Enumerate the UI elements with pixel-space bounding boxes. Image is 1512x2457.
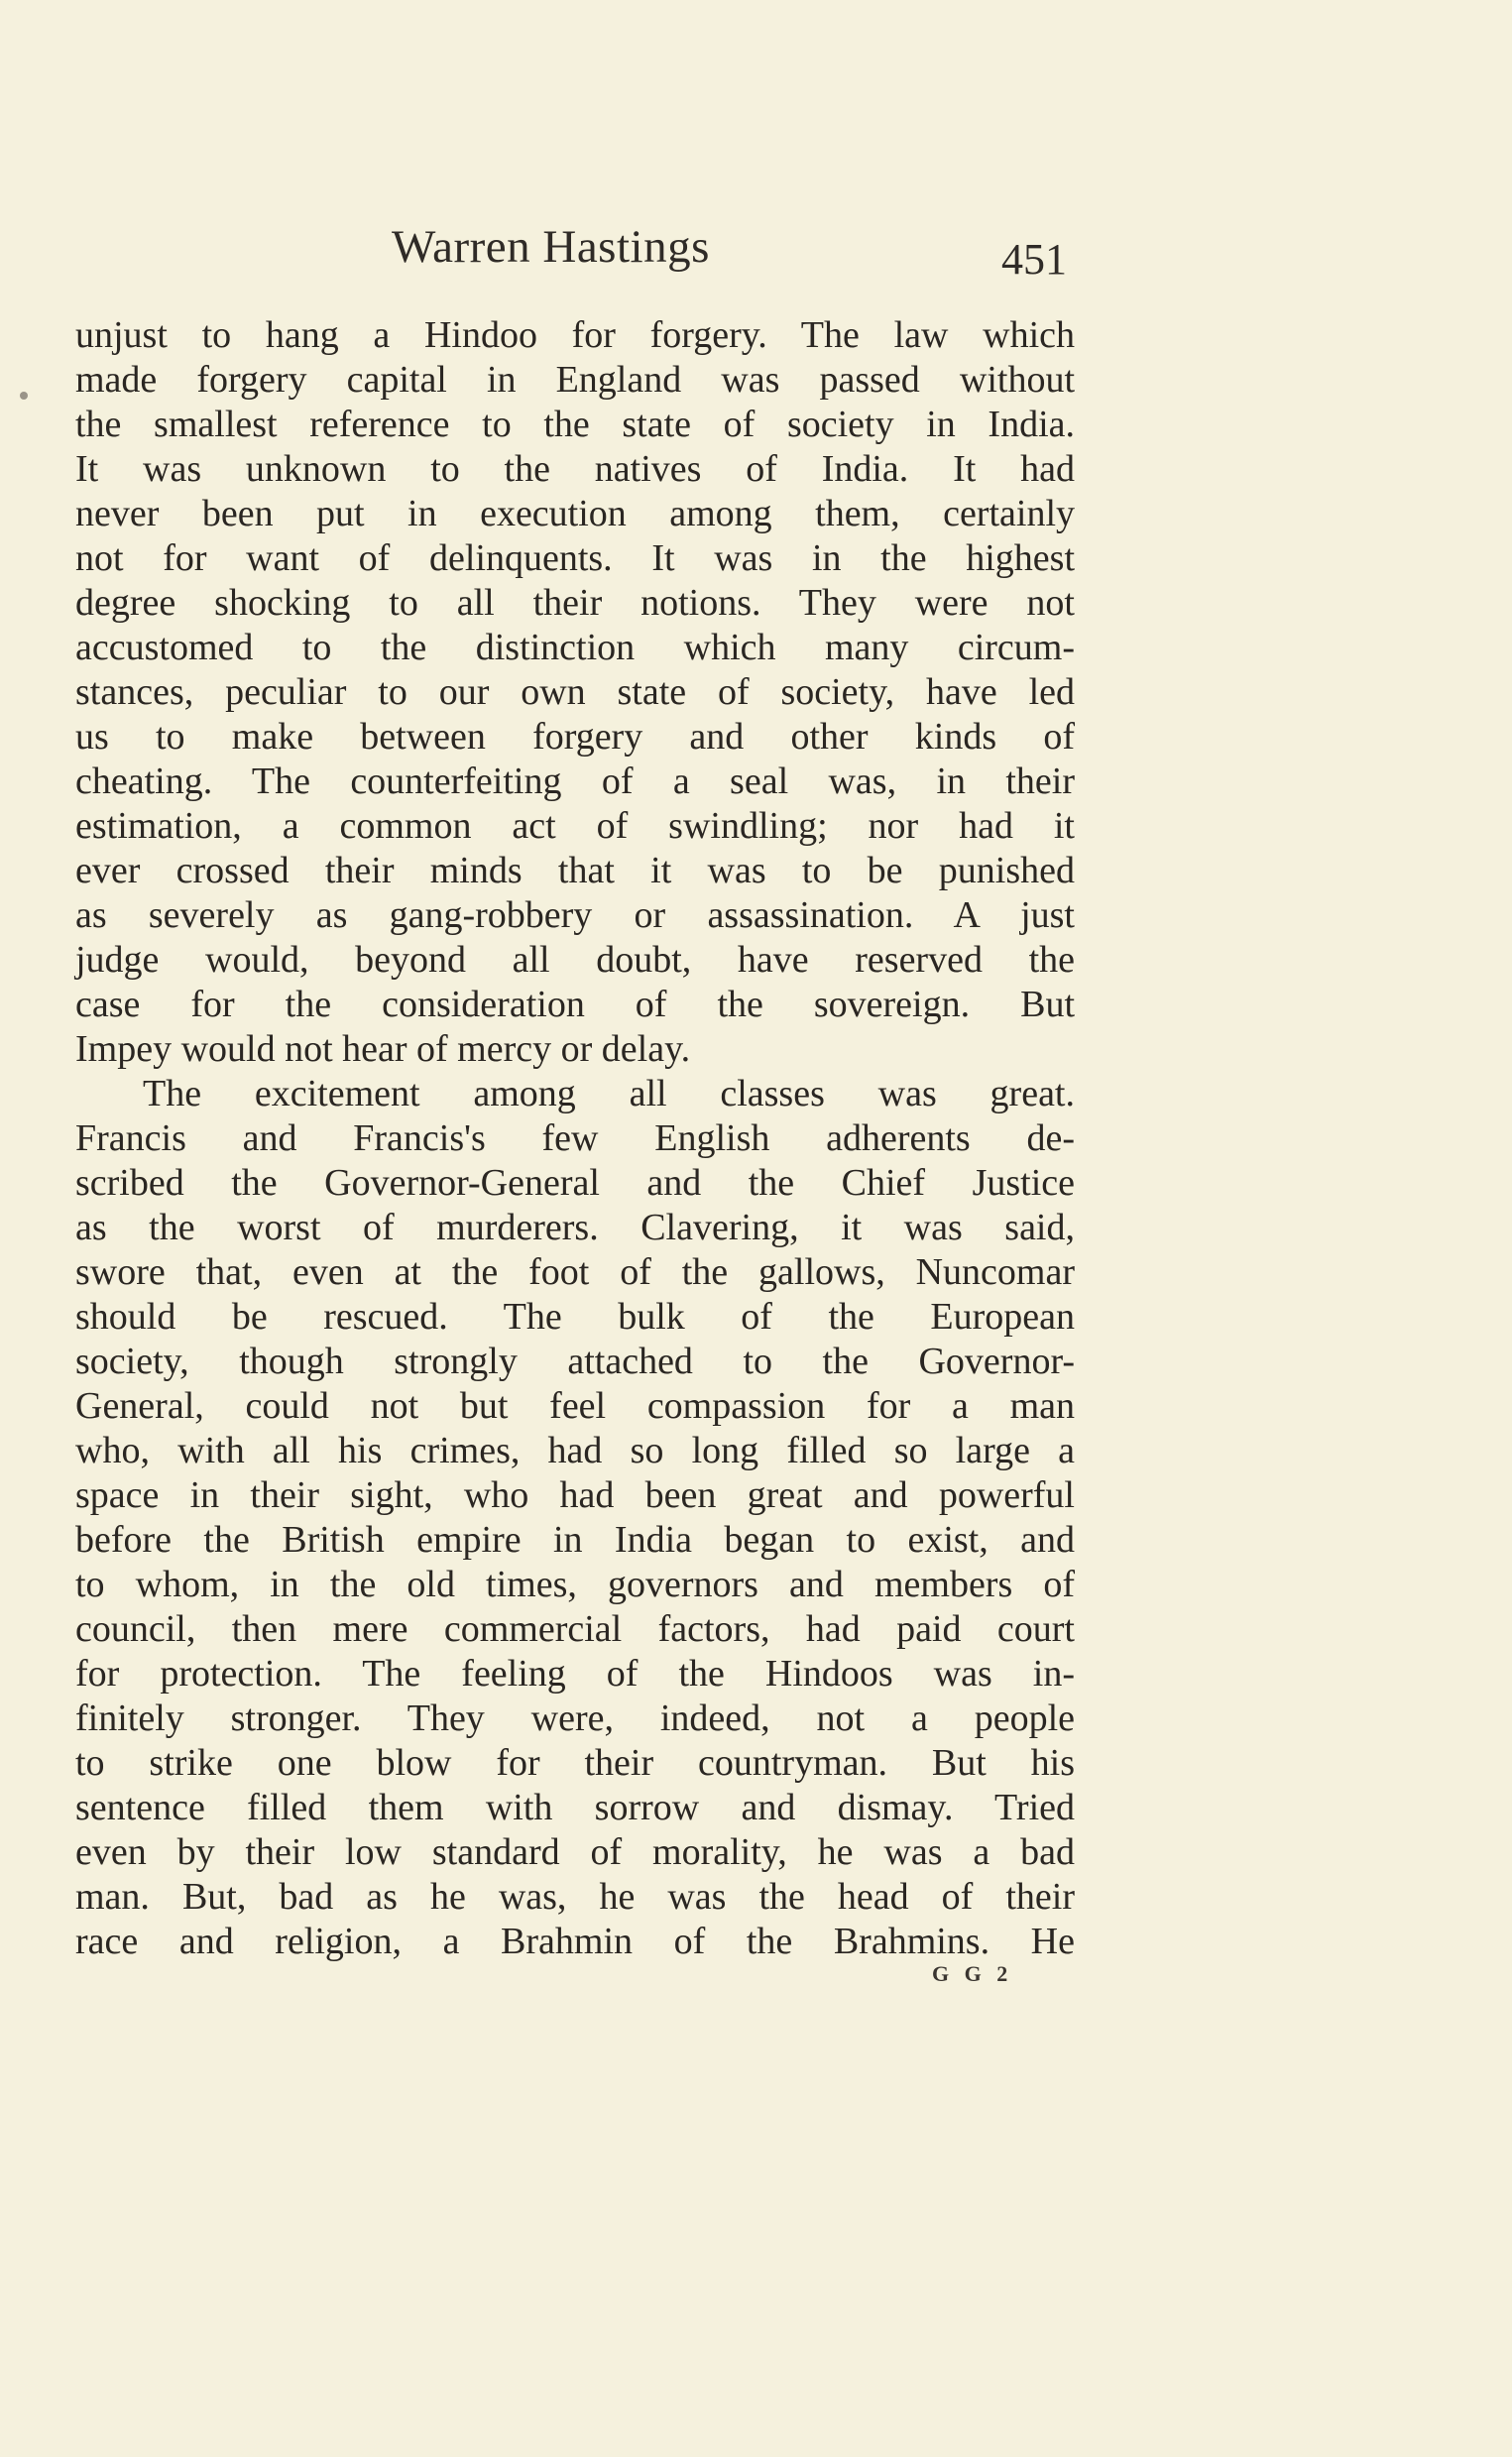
text-line: judge would, beyond all doubt, have reserved the	[75, 939, 1075, 981]
text-line: never been put in execution among them, certainly	[75, 493, 1075, 534]
text-line: society, though strongly attached to the Governor-	[75, 1341, 1075, 1382]
text-line: ever crossed their minds that it was to be punished	[75, 850, 1075, 891]
text-line: stances, peculiar to our own state of society, have led	[75, 671, 1075, 713]
text-line: who, with all his crimes, had so long filled so large a	[75, 1430, 1075, 1471]
text-line: made forgery capital in England was passed without	[75, 359, 1075, 401]
text-line: estimation, a common act of swindling; nor had it	[75, 805, 1075, 847]
body-text	[75, 313, 1075, 1964]
page-number: 451	[1001, 235, 1067, 284]
paragraph-end-line: Impey would not hear of mercy or delay.	[75, 1028, 691, 1070]
text-line: even by their low standard of morality, he was a bad	[75, 1831, 1075, 1873]
text-line: as severely as gang-robbery or assassination. A just	[75, 894, 1075, 936]
text-line: Francis and Francis's few English adherents de-	[75, 1117, 1075, 1159]
text-line: unjust to hang a Hindoo for forgery. The law which	[75, 314, 1075, 356]
text-line: finitely stronger. They were, indeed, not a people	[75, 1697, 1075, 1739]
text-line: race and religion, a Brahmin of the Brahmins. He	[75, 1921, 1075, 1962]
text-line: council, then mere commercial factors, had paid court	[75, 1608, 1075, 1650]
signature-mark: G G 2	[932, 1961, 1013, 1986]
text-line: to strike one blow for their countryman. But his	[75, 1742, 1075, 1784]
running-head: Warren Hastings	[392, 221, 710, 273]
text-line: accustomed to the distinction which many circum-	[75, 627, 1075, 668]
text-line: should be rescued. The bulk of the European	[75, 1296, 1075, 1338]
ink-speck	[20, 392, 28, 400]
text-line: to whom, in the old times, governors and members of	[75, 1564, 1075, 1605]
paragraph-start-line: The excitement among all classes was great.	[143, 1073, 1075, 1114]
text-line: space in their sight, who had been great and powerful	[75, 1474, 1075, 1516]
text-line: degree shocking to all their notions. They were not	[75, 582, 1075, 624]
text-line: General, could not but feel compassion for a man	[75, 1385, 1075, 1427]
text-line: man. But, bad as he was, he was the head of their	[75, 1876, 1075, 1918]
text-line: swore that, even at the foot of the gallows, Nuncomar	[75, 1251, 1075, 1293]
text-line: cheating. The counterfeiting of a seal was, in their	[75, 760, 1075, 802]
text-line: the smallest reference to the state of society in India.	[75, 404, 1075, 445]
text-line: before the British empire in India began to exist, and	[75, 1519, 1075, 1561]
text-line: not for want of delinquents. It was in the highest	[75, 537, 1075, 579]
text-line: It was unknown to the natives of India. It had	[75, 448, 1075, 490]
text-line: case for the consideration of the sovereign. But	[75, 984, 1075, 1025]
text-line: sentence filled them with sorrow and dismay. Tried	[75, 1787, 1075, 1828]
text-line: us to make between forgery and other kinds of	[75, 716, 1075, 758]
text-line: as the worst of murderers. Clavering, it was said,	[75, 1207, 1075, 1248]
text-line: for protection. The feeling of the Hindoos was in-	[75, 1653, 1075, 1695]
text-line: scribed the Governor-General and the Chief Justice	[75, 1162, 1075, 1204]
